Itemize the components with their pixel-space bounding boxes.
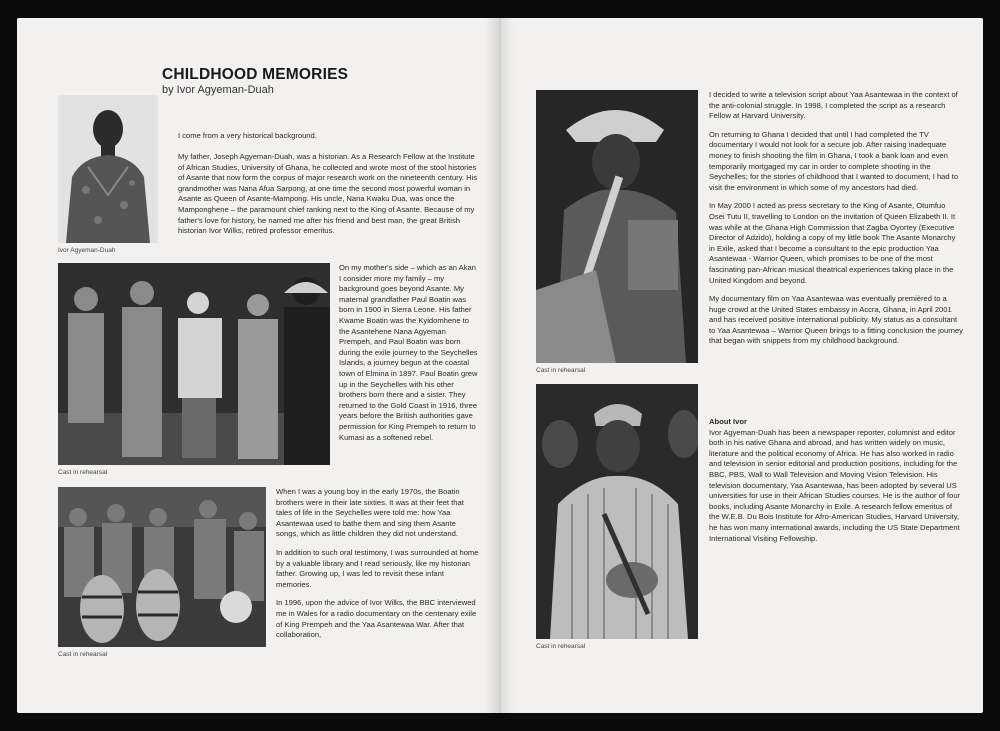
paragraph: On returning to Ghana I decided that until I had completed the TV documentary I would not look for a secure job. After raising inadequate money to finish shooting the film in Ghana, I took a bank loan and even temporarily mortgaged my car in order to complete shooting in the Seychelles; for the stories of childhood that I wanted to document, I had to visit the environment in which some of my ancestors had died. (709, 129, 959, 192)
about-heading: About Ivor (709, 417, 747, 426)
paragraph: When I was a young boy in the early 1970s, the Boatin brothers were in their late sixties. It was at their feet that tales of life in the Seychelles were told me: how Yaa Asantewaa used to bathe them and sing them Asante songs, which as little children they did not understand. (276, 487, 464, 539)
flute-player-photo (536, 90, 698, 363)
book-gutter (486, 18, 514, 713)
drummer-photo (536, 384, 698, 639)
drummer-caption: Cast in rehearsal (536, 643, 586, 650)
intro-text (178, 131, 478, 150)
script-text (709, 90, 963, 355)
rehearsal-photo-1 (58, 263, 330, 465)
paragraph: I decided to write a television script about Yaa Asantewaa in the context of the anti-colonial struggle. In 1998, I completed the script as a research Fellow at Harvard University. (709, 90, 958, 121)
paragraph: In 1996, upon the advice of Ivor Wilks, the BBC interviewed me in Wales for a radio documentary on the centenary exile of King Prempeh and the Yaa Asantewaa War. After that collaboration, (276, 598, 477, 640)
paragraph: My documentary film on Yaa Asantewaa was eventually premièred to a huge crowd at the United States embassy in Accra, Ghana, in April 2001 and has received positive international publicity. My status as a consultant to Yaa Asantewaa – Warrior Queen brings to a fitting conclusion the journey that began with snippets from my childhood background. (709, 294, 963, 346)
portrait-photo (58, 95, 158, 243)
byline: by Ivor Agyeman-Duah (162, 84, 274, 96)
portrait-caption: Ivor Agyeman-Duah (58, 247, 116, 254)
rehearsal-photo-2 (58, 487, 266, 647)
flute-caption: Cast in rehearsal (536, 367, 586, 374)
mother-side-text (339, 263, 479, 451)
paragraph: I come from a very historical background. (178, 131, 317, 140)
paragraph: On my mother's side – which as an Akan I consider more my family – my background goes beyond Asante. My maternal grandfather Paul Boatin was born in 1900 in Sierra Leone. His father Kwame Boatin was the Kyidomhene to the Asantehene Nana Agyeman Prempeh, and Paul Boatin was born during the exile journey to the Seychelles Islands, a journey begun at the coastal town of Elmina in 1897. Paul Boatin grew up in the Seychelles with his other brothers born there and a sister. They returned to the Gold Coast in 1916, three years before the British authorities gave permission for King Prempeh to return to Kumasi as a softened rebel. (339, 263, 478, 442)
paragraph: My father, Joseph Agyeman-Duah, was a historian. As a Research Fellow at the Institute of African Studies, University of Ghana, he collected and wrote most of the stool histories of Asante that now form the corpus of major research work on the nineteenth century. His grandmother was Nana Afua Sarpong, at one time the second most powerful woman in Asante as Queen of Asante-Mampong. His uncle, Nana Kwaku Dua, was once the Mamponghene – the paramount chief ranking next to the King of Asante. Because of my father's love for history, he named me after his friend and best man, the great British historian Ivor Wilks, retired professor emeritus. (178, 152, 478, 236)
boyhood-text (276, 487, 479, 649)
paragraph: In May 2000 I acted as press secretary to the King of Asante, Otumfuo Osei Tutu II, travelling to London on the invitation of Queen Elizabeth II. It was while at the Ghana High Commission that Zagba Oyortey (Executive Director of Adzido), holding a copy of my little book The Asante Monarchy in Exile, asked that I become a consultant to the epic production Yaa Asantewaa - Warrior Queen, which promises to be one of the most fascinating pan-African musical theatrical experiences taking place in the United Kingdom and beyond. (709, 201, 956, 285)
paragraph: In addition to such oral testimony, I was surrounded at home by a valuable library and I read seriously, like my historian father. Growing up, I was led to revisit these infant memories. (276, 547, 479, 589)
rehearsal-caption-2: Cast in rehearsal (58, 651, 108, 658)
about-section (709, 417, 963, 552)
father-text (178, 152, 478, 245)
page-title: CHILDHOOD MEMORIES (162, 66, 349, 83)
about-text: Ivor Agyeman-Duah has been a newspaper reporter, columnist and editor both in his native Ghana and abroad, and has written widely on music, literature and the political economy of Africa. He has also worked in radio and television in senior editorial and production positions, including for the BBC, PBS, Wall to Wall Television and Moving Vision Television. His television documentary, Yaa Asantewaa, has been adopted by several US universities for use in their African Studies courses. He is the author of four books, including Asante Monarchy in Exile. A research fellow emeritus of the W.E.B. Du Bois Institute for Afro-American Studies, Harvard University, he has won many international awards, including the US State Department International Visiting Fellowship. (709, 427, 961, 543)
rehearsal-caption-1: Cast in rehearsal (58, 469, 108, 476)
